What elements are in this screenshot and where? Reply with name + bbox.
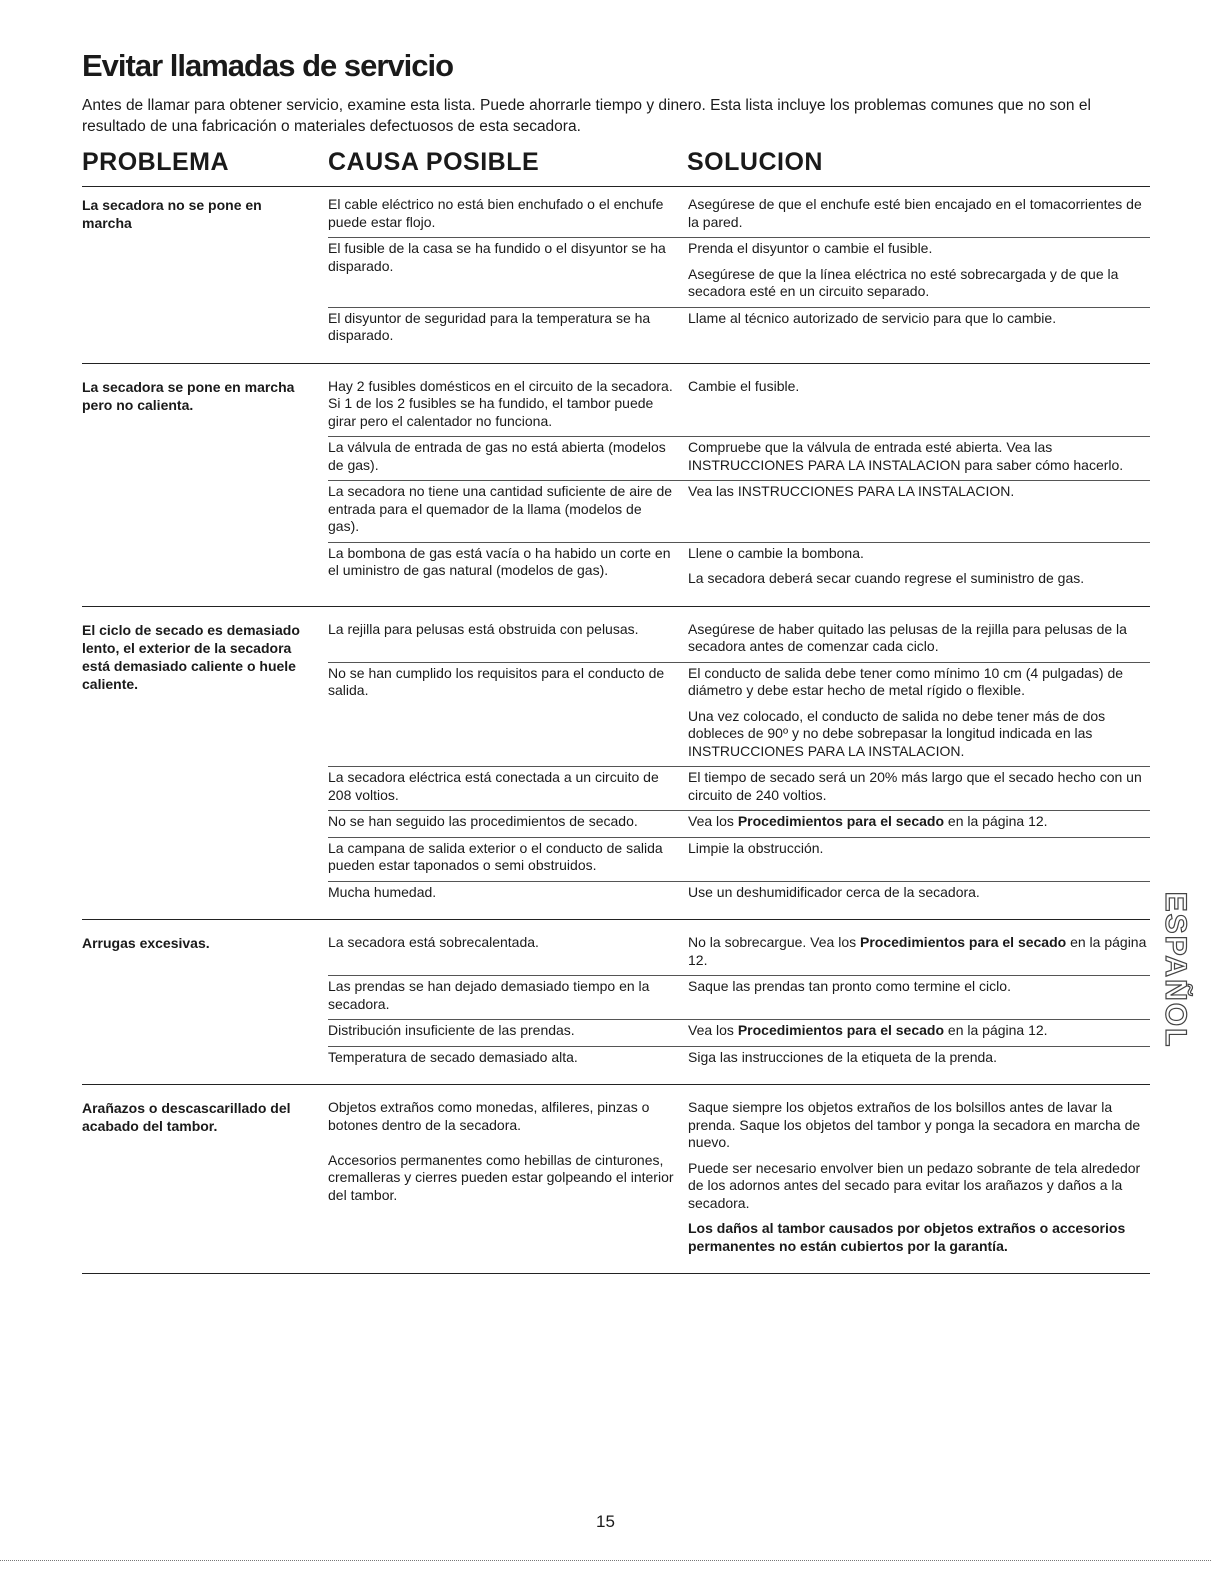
- procedure-reference: Procedimientos para el secado: [737, 813, 945, 829]
- solution-text: Cambie el fusible.: [688, 377, 800, 394]
- cause-row: [328, 196, 1150, 237]
- solution-text-prefix: Vea los: [688, 1022, 738, 1038]
- problem-section: [82, 1099, 1150, 1274]
- cause-text: No se han seguido las procedimientos de secado.: [328, 813, 638, 829]
- solution-text-prefix: Vea los: [688, 813, 738, 829]
- cause-row: [328, 480, 1150, 542]
- header-problem: PROBLEMA: [82, 148, 230, 176]
- cause-row: [328, 378, 1150, 437]
- problem-section: [82, 196, 1150, 364]
- solution-text: Llene o cambie la bombona.: [688, 544, 864, 561]
- cause-text: Objetos extraños como monedas, alfileres, pinzas o botones dentro de la secadora. Accesorios permanentes como hebillas de cinturones, cremalleras y cierres pueden estar golpeando el interior del tambor.: [328, 1099, 674, 1203]
- cause-text: Temperatura de secado demasiado alta.: [328, 1048, 578, 1065]
- solution-text: Siga las instrucciones de la etiqueta de la prenda.: [688, 1048, 997, 1065]
- solution-text: Una vez colocado, el conducto de salida no debe tener más de dos dobleces de 90º y no debe sobrepasar la longitud indicada en las INSTRUCCIONES PARA LA INSTALACION.: [688, 707, 1106, 759]
- cause-text: Las prendas se han dejado demasiado tiempo en la secadora.: [328, 978, 650, 1012]
- cause-row: [328, 542, 1150, 594]
- cause-row: [328, 436, 1150, 480]
- solution-text: Asegúrese de haber quitado las pelusas de la rejilla para pelusas de la secadora antes de comenzar cada ciclo.: [688, 620, 1127, 654]
- cause-text: La válvula de entrada de gas no está abierta (modelos de gas).: [328, 439, 666, 473]
- cause-row: [328, 662, 1150, 767]
- solution-text: El tiempo de secado será un 20% más largo que el secado hecho con un circuito de 240 voltios.: [688, 769, 1142, 803]
- cause-row: [328, 1046, 1150, 1073]
- problem-label: La secadora no se pone en marcha: [82, 197, 262, 231]
- cause-row: [328, 237, 1150, 307]
- solution-text: Limpie la obstrucción.: [688, 839, 824, 856]
- problem-label: Arrugas excesivas.: [82, 935, 210, 951]
- page-bottom-rule: [0, 1560, 1211, 1561]
- intro-paragraph: Antes de llamar para obtener servicio, examine esta lista. Puede ahorrarle tiempo y dinero. Esta lista incluye los problemas comunes que no son el resultado de una fabricación o materiales defectuosos de esta secadora.: [82, 97, 1091, 135]
- warranty-note: Los daños al tambor causados por objetos extraños o accesorios permanentes no están cubiertos por la garantía.: [688, 1220, 1126, 1254]
- solution-text: Llame al técnico autorizado de servicio para que lo cambie.: [688, 309, 1057, 326]
- solution-text: Asegúrese de que la línea eléctrica no esté sobrecargada y de que la secadora esté en un circuito separado.: [688, 265, 1119, 299]
- problem-label: La secadora se pone en marcha pero no calienta.: [82, 378, 295, 413]
- cause-row: [328, 881, 1150, 908]
- solution-text-suffix: en la página 12.: [944, 1022, 1048, 1038]
- problem-section: [82, 378, 1150, 607]
- cause-text: Hay 2 fusibles domésticos en el circuito de la secadora. Si 1 de los 2 fusibles se ha fundido, el tambor puede girar pero el calentador no funciona.: [328, 377, 673, 429]
- troubleshooting-table: [82, 196, 1150, 1288]
- page-title: Evitar llamadas de servicio: [82, 48, 454, 83]
- solution-text: Use un deshumidificador cerca de la secadora.: [688, 883, 980, 900]
- side-tab-label: ESPAÑOL: [1159, 891, 1192, 1049]
- cause-row: [328, 307, 1150, 351]
- cause-text: El fusible de la casa se ha fundido o el disyuntor se ha disparado.: [328, 240, 666, 274]
- problem-section: [82, 934, 1150, 1085]
- cause-text: La rejilla para pelusas está obstruida con pelusas.: [328, 620, 639, 637]
- cause-row: [328, 975, 1150, 1019]
- solution-text: La secadora deberá secar cuando regrese el suministro de gas.: [688, 570, 1085, 586]
- problem-label: Arañazos o descascarillado del acabado del tambor.: [82, 1100, 291, 1134]
- cause-text: La secadora no tiene una cantidad suficiente de aire de entrada para el quemador de la llama (modelos de gas).: [328, 483, 673, 534]
- cause-row: [328, 934, 1150, 975]
- cause-text: El cable eléctrico no está bien enchufado o el enchufe puede estar flojo.: [328, 196, 664, 230]
- cause-text: Distribución insuficiente de las prendas.: [328, 1022, 575, 1038]
- cause-row: [328, 766, 1150, 810]
- solution-text: [688, 1022, 1150, 1040]
- problem-section: [82, 621, 1150, 921]
- solution-text-prefix: No la sobrecargue. Vea los: [688, 934, 860, 950]
- cause-row: [328, 810, 1150, 837]
- column-headers: [82, 148, 1150, 187]
- language-side-tab: [1155, 891, 1195, 1049]
- solution-text: Asegúrese de que el enchufe esté bien encajado en el tomacorrientes de la pared.: [688, 196, 1142, 230]
- procedure-reference: Procedimientos para el secado: [860, 934, 1067, 950]
- cause-row: [328, 1099, 1150, 1261]
- page-number: 15: [596, 1512, 615, 1531]
- cause-text: La campana de salida exterior o el conducto de salida pueden estar taponados o semi obstruidos.: [328, 839, 663, 873]
- problem-label: El ciclo de secado es demasiado lento, el exterior de la secadora está demasiado caliente o huele caliente.: [82, 621, 300, 692]
- solution-text: [688, 934, 1150, 969]
- cause-row: [328, 621, 1150, 662]
- cause-text: No se han cumplido los requisitos para el conducto de salida.: [328, 664, 665, 698]
- solution-text: Prenda el disyuntor o cambie el fusible.: [688, 240, 933, 256]
- cause-text: Mucha humedad.: [328, 883, 437, 900]
- solution-text: Saque las prendas tan pronto como termine el ciclo.: [688, 978, 1011, 994]
- solution-text: Vea las INSTRUCCIONES PARA LA INSTALACION.: [688, 483, 1015, 499]
- solution-text-suffix: en la página 12.: [944, 813, 1048, 829]
- procedure-reference: Procedimientos para el secado: [737, 1022, 945, 1038]
- cause-text: La bombona de gas está vacía o ha habido un corte en el uministro de gas natural (modelos de gas).: [328, 544, 671, 578]
- solution-text: Puede ser necesario envolver bien un pedazo sobrante de tela alrededor de los adornos antes del secado para evitar los arañazos y daños a la secadora.: [688, 1159, 1141, 1211]
- solution-text: [688, 813, 1150, 831]
- solution-text-suffix: en la página 12.: [688, 934, 1147, 968]
- cause-text: El disyuntor de seguridad para la temperatura se ha disparado.: [328, 309, 651, 343]
- cause-text: La secadora eléctrica está conectada a un circuito de 208 voltios.: [328, 769, 659, 803]
- solution-text: Compruebe que la válvula de entrada esté abierta. Vea las INSTRUCCIONES PARA LA INSTALACION para saber cómo hacerlo.: [688, 439, 1124, 473]
- solution-text: Saque siempre los objetos extraños de los bolsillos antes de lavar la prenda. Saque los objetos del tambor y ponga la secadora en marcha de nuevo.: [688, 1099, 1141, 1150]
- header-cause: CAUSA POSIBLE: [328, 148, 540, 176]
- cause-row: [328, 837, 1150, 881]
- solution-text: El conducto de salida debe tener como mínimo 10 cm (4 pulgadas) de diámetro y debe estar hecho de metal rígido o flexible.: [688, 664, 1124, 698]
- cause-text: La secadora está sobrecalentada.: [328, 934, 539, 950]
- cause-row: [328, 1019, 1150, 1046]
- header-solution: SOLUCION: [687, 148, 823, 176]
